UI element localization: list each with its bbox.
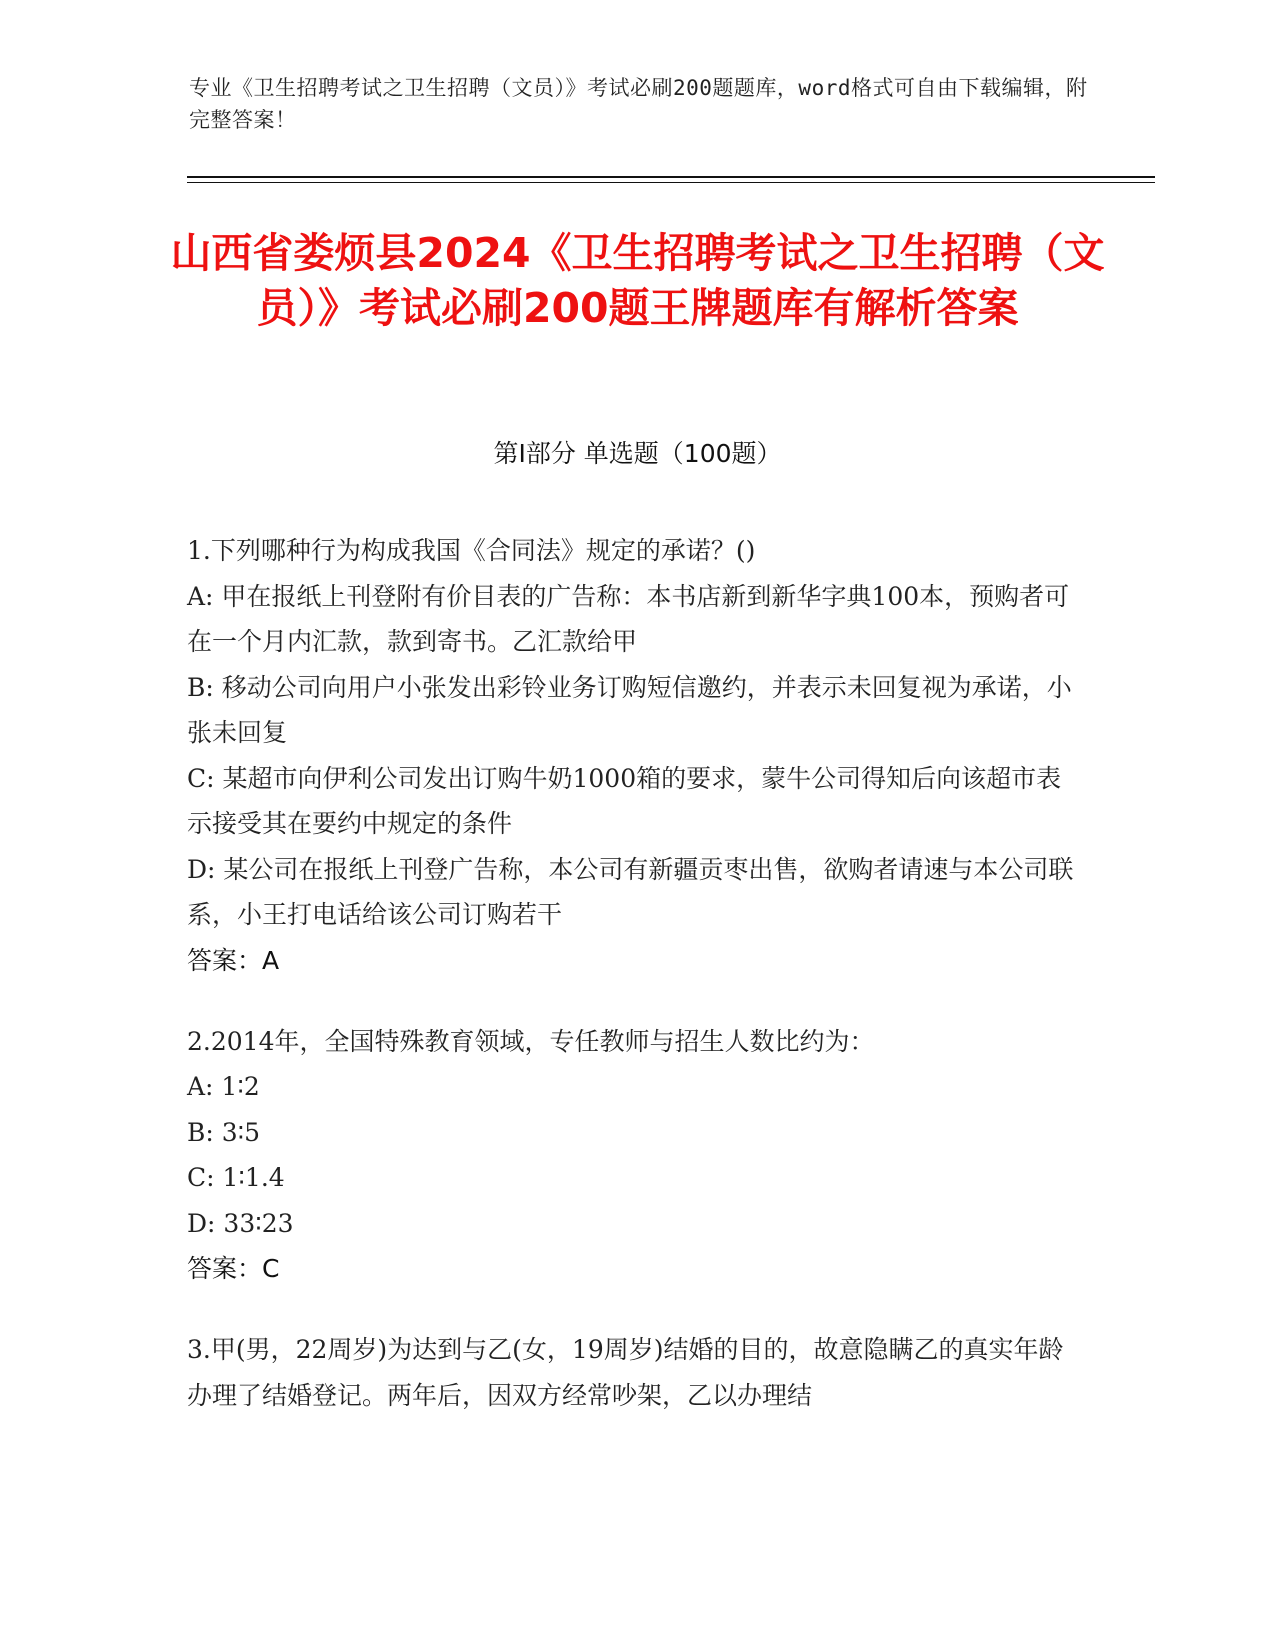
section-title: 第Ⅰ部分 单选题（100题） <box>493 439 782 468</box>
question-stem: 2.2014年，全国特殊教育领域，专任教师与招生人数比约为： <box>187 1026 875 1056</box>
header-note: 专业《卫生招聘考试之卫生招聘（文员）》考试必刷200题题库，word格式可自由下载编辑，附完整答案！ <box>189 76 1088 132</box>
question-3 <box>187 1327 1077 1418</box>
question-stem: 1.下列哪种行为构成我国《合同法》规定的承诺？() <box>187 536 756 565</box>
question-1 <box>187 528 1077 983</box>
answer-label: 答案：C <box>187 1254 280 1283</box>
answer-label: 答案：A <box>187 945 280 975</box>
question-stem: 3.甲(男，22周岁)为达到与乙(女，19周岁)结婚的目的，故意隐瞒乙的真实年龄办理了结婚登记。两年后，因双方经常吵架，乙以办理结 <box>187 1335 1064 1410</box>
option-b: B: 移动公司向用户小张发出彩铃业务订购短信邀约，并表示未回复视为承诺，小张未回复 <box>187 672 1072 747</box>
option-c: C: 1∶1.4 <box>187 1163 285 1192</box>
option-a: A: 1∶2 <box>187 1072 260 1101</box>
option-a: A: 甲在报纸上刊登附有价目表的广告称：本书店新到新华字典100本，预购者可在一个月内汇款，款到寄书。乙汇款给甲 <box>187 581 1070 656</box>
option-d: D: 33∶23 <box>187 1208 294 1238</box>
header-rule-thick <box>187 176 1155 178</box>
option-c: C: 某超市向伊利公司发出订购牛奶1000箱的要求，蒙牛公司得知后向该超市表示接受其在要约中规定的条件 <box>187 763 1062 838</box>
header-rule-thin <box>187 182 1155 183</box>
option-d: D: 某公司在报纸上刊登广告称，本公司有新疆贡枣出售，欲购者请速与本公司联系，小王打电话给该公司订购若干 <box>187 854 1074 929</box>
question-2 <box>187 1019 1077 1292</box>
option-b: B: 3∶5 <box>187 1117 261 1147</box>
question-list <box>187 528 1077 1454</box>
document-title: 山西省娄烦县2024《卫生招聘考试之卫生招聘（文员）》考试必刷200题王牌题库有解析答案 <box>170 229 1105 332</box>
